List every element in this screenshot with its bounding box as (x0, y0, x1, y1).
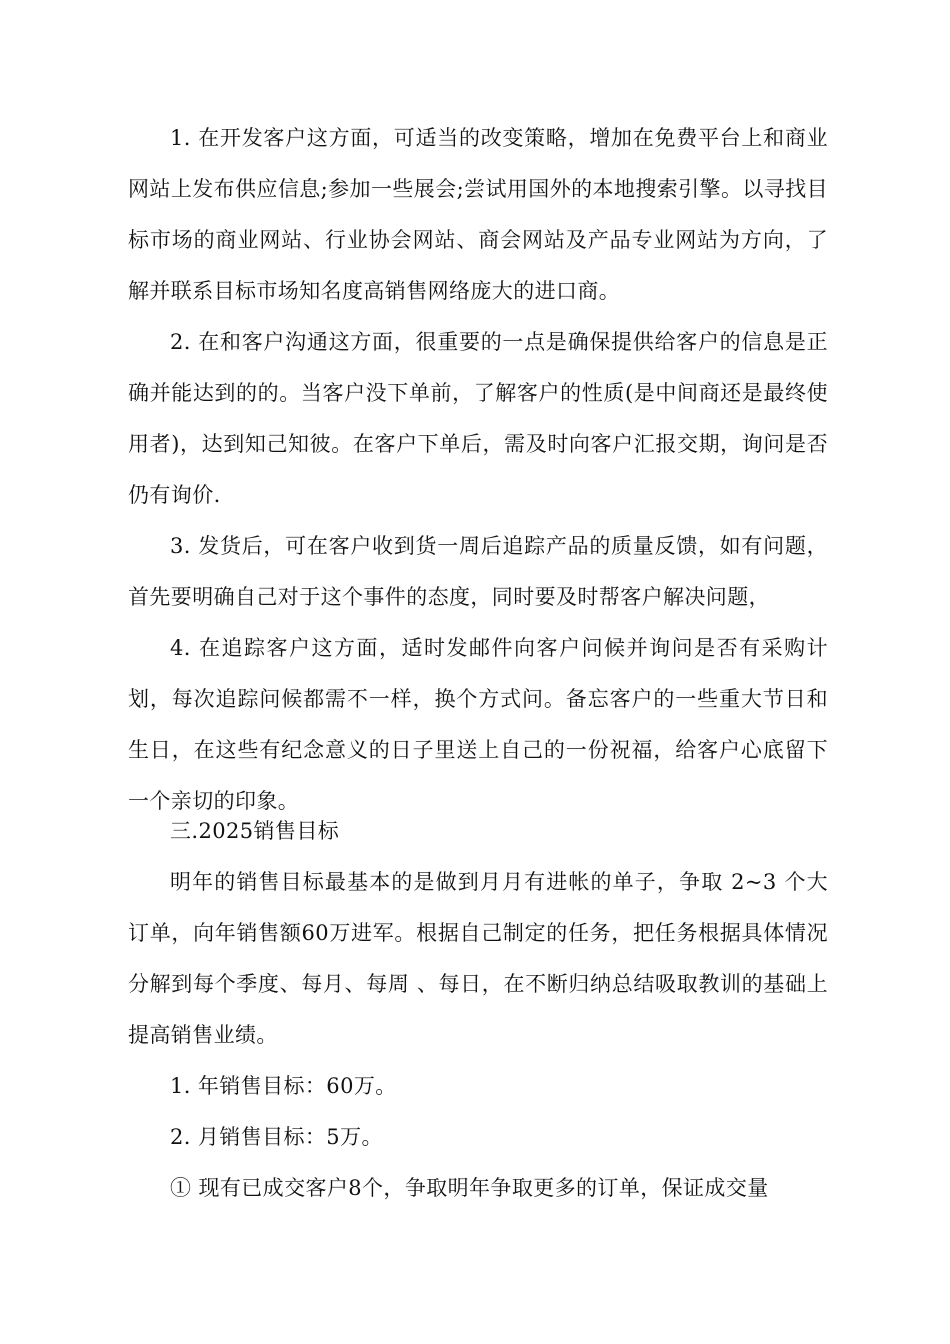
monthly-sales-target: 2. 月销售目标：5万。 (170, 1125, 383, 1149)
existing-customers-item: ① 现有已成交客户8个，争取明年争取更多的订单，保证成交量 (170, 1176, 769, 1200)
paragraph-sales-target-overview: 明年的销售目标最基本的是做到月月有进帐的单子，争取 2~3 个大订单，向年销售额60万进军。根据自己制定的任务，把任务根据具体情况分解到每个季度、每月、每周 、每日，在不断归纳总结吸取教训的基础上提高销售业绩。 (128, 870, 828, 1047)
paragraph-customer-communication: 2. 在和客户沟通这方面，很重要的一点是确保提供给客户的信息是正确并能达到的的。当客户没下单前，了解客户的性质(是中间商还是最终使用者)，达到知己知彼。在客户下单后，需及时向客户汇报交期，询问是否仍有询价. (128, 330, 828, 507)
paragraph-customer-development: 1. 在开发客户这方面，可适当的改变策略，增加在免费平台上和商业网站上发布供应信息;参加一些展会;尝试用国外的本地搜索引擎。以寻找目标市场的商业网站、行业协会网站、商会网站及产品专业网站为方向，了解并联系目标市场知名度高销售网络庞大的进口商。 (128, 126, 828, 303)
section-heading-sales-target: 三.2025销售目标 (170, 819, 340, 843)
paragraph-customer-follow-up: 4. 在追踪客户这方面，适时发邮件向客户问候并询问是否有采购计划，每次追踪问候都需不一样，换个方式问。备忘客户的一些重大节日和生日，在这些有纪念意义的日子里送上自己的一份祝福，给客户心底留下一个亲切的印象。 (128, 636, 828, 813)
paragraph-after-shipment: 3. 发货后，可在客户收到货一周后追踪产品的质量反馈，如有问题，首先要明确自己对于这个事件的态度，同时要及时帮客户解决问题， (128, 534, 828, 609)
annual-sales-target: 1. 年销售目标：60万。 (170, 1074, 397, 1098)
